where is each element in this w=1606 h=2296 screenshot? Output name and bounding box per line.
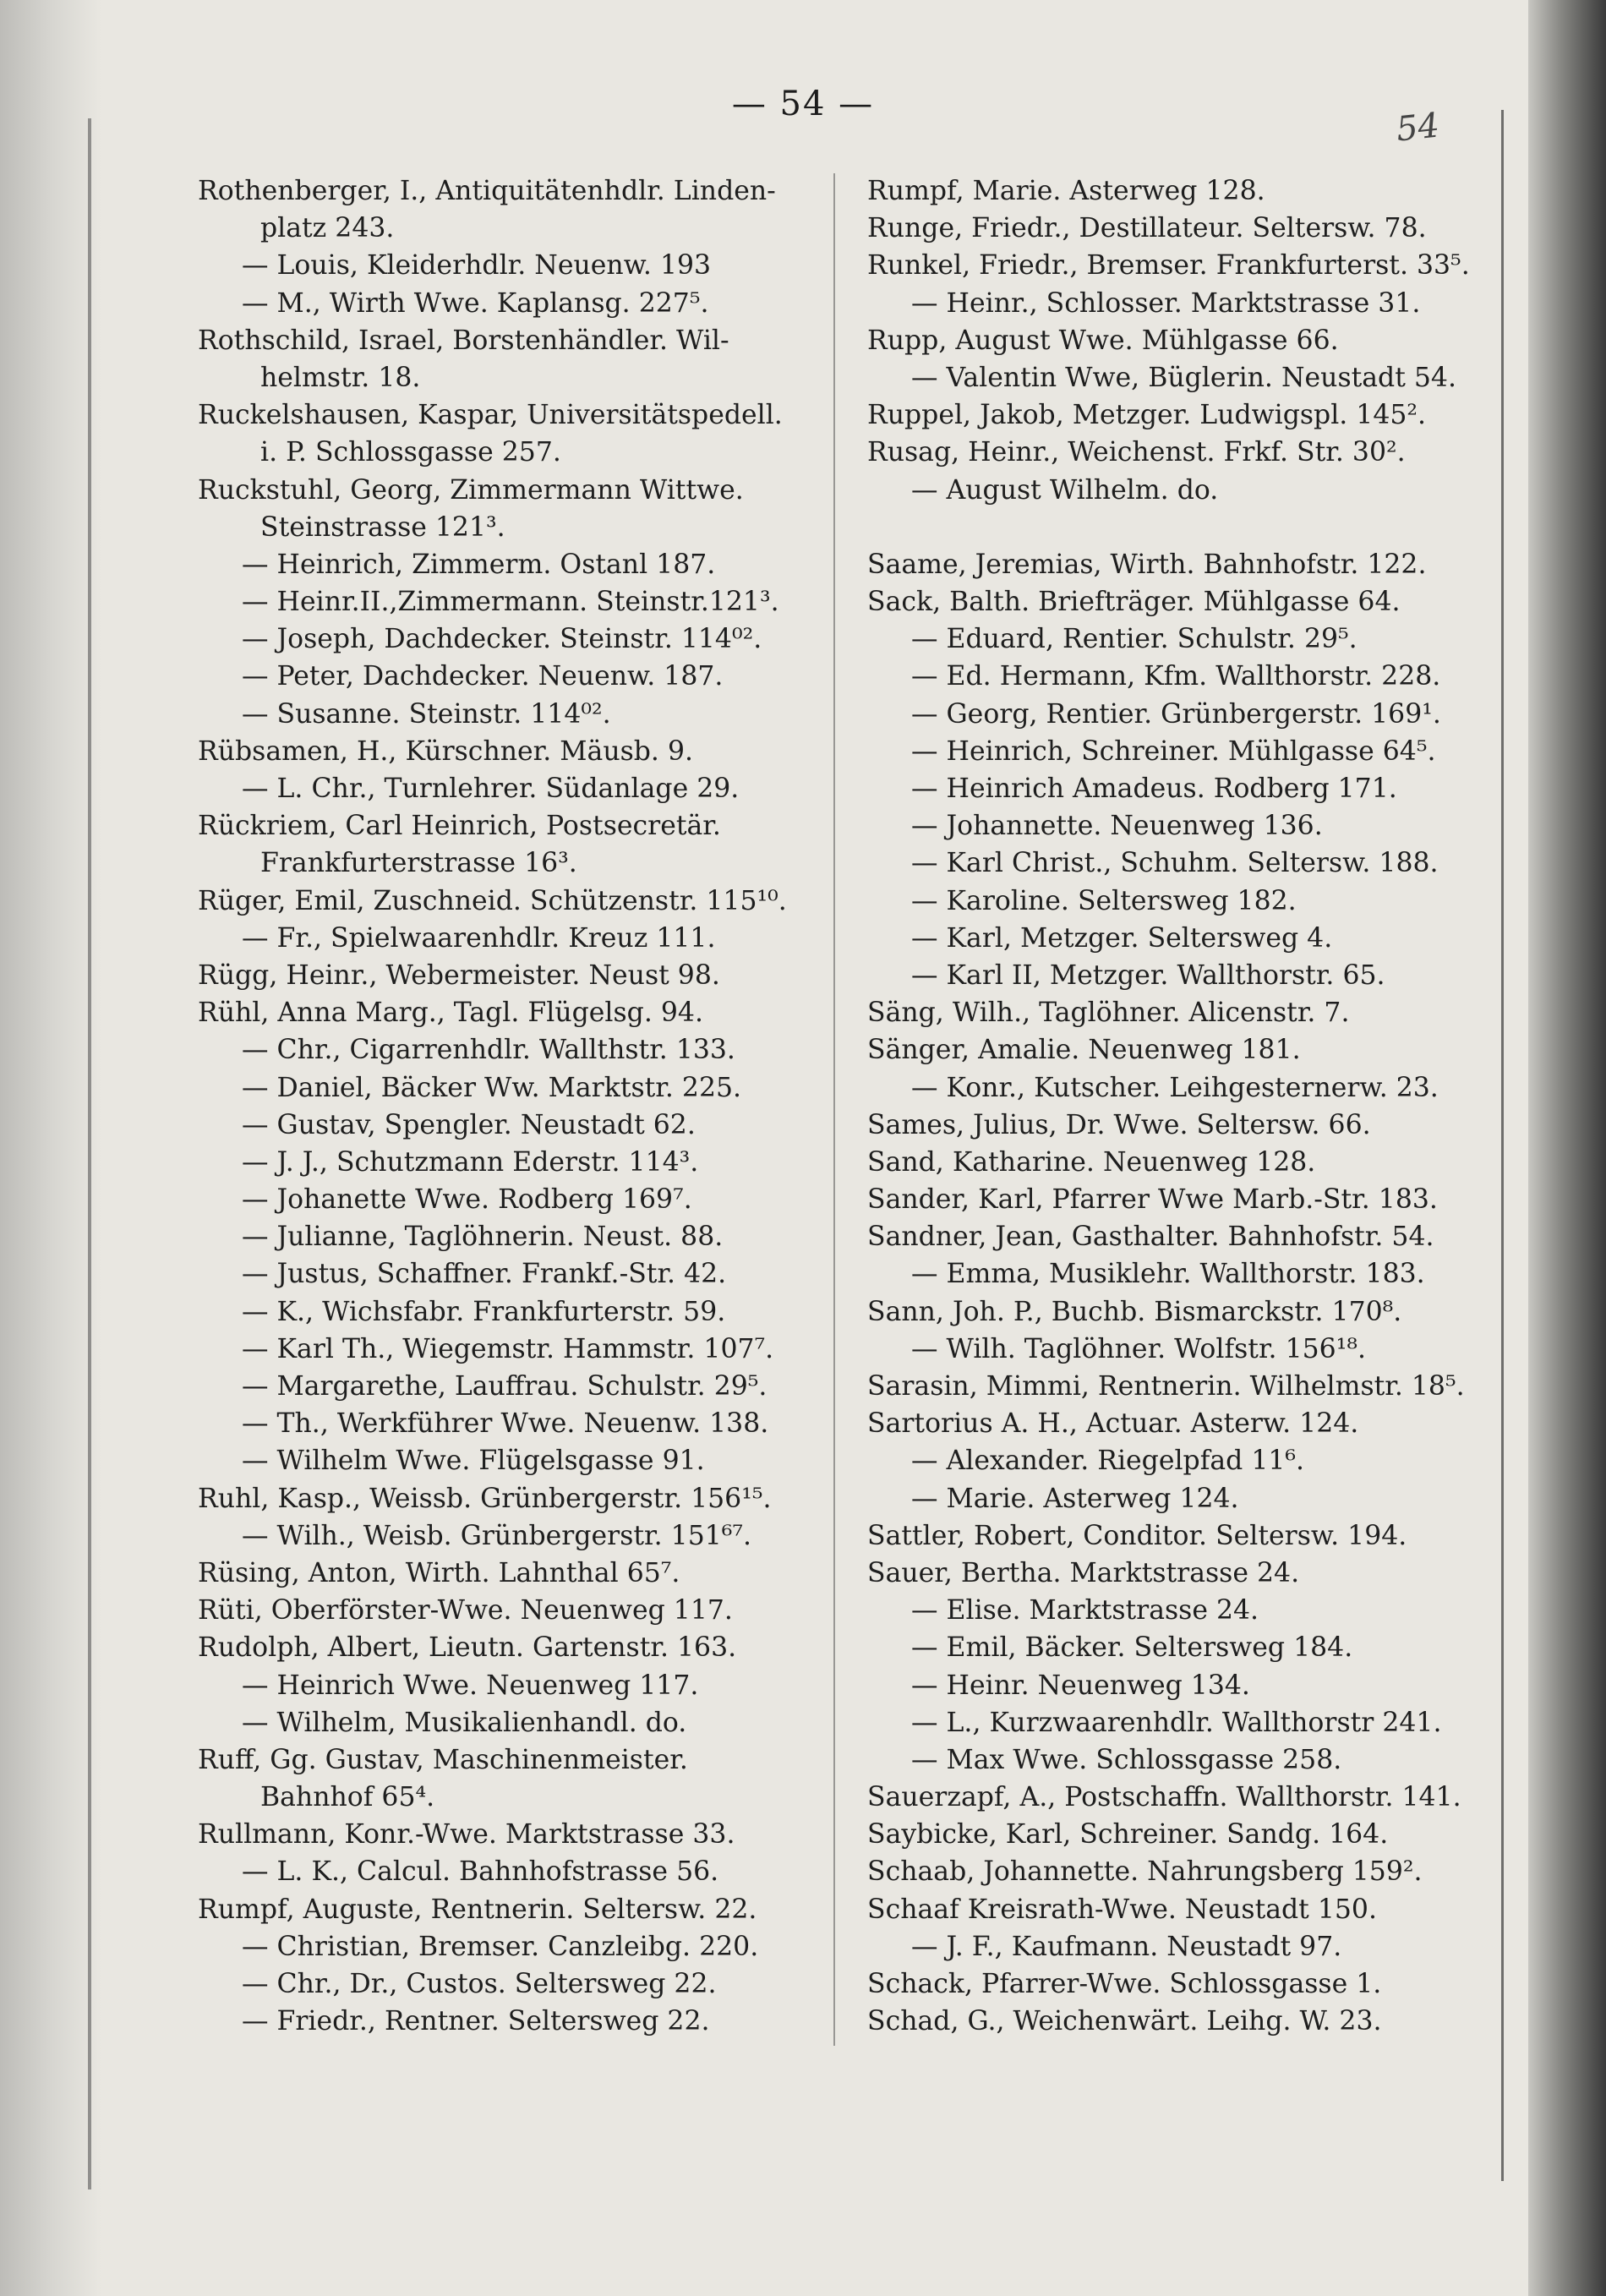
directory-entry: Sames, Julius, Dr. Wwe. Seltersw. 66. [867, 1109, 1371, 1140]
directory-entry: Schad, G., Weichenwärt. Leihg. W. 23. [867, 2006, 1382, 2037]
directory-entry: — Max Wwe. Schlossgasse 258. [911, 1744, 1342, 1775]
directory-entry: — J. J., Schutzmann Ederstr. 114³. [242, 1146, 699, 1178]
directory-entry: — Konr., Kutscher. Leihgesternerw. 23. [911, 1072, 1439, 1103]
directory-entry: — Daniel, Bäcker Ww. Marktstr. 225. [242, 1072, 742, 1103]
directory-entry: Sack, Balth. Briefträger. Mühlgasse 64. [867, 587, 1401, 618]
directory-entry: — Gustav, Spengler. Neustadt 62. [242, 1109, 696, 1140]
left-margin-rule [88, 118, 91, 2189]
directory-entry: — Heinrich, Schreiner. Mühlgasse 64⁵. [911, 735, 1436, 767]
directory-entry: — Heinr., Schlosser. Marktstrasse 31. [911, 287, 1421, 319]
directory-entry: Sann, Joh. P., Buchb. Bismarckstr. 170⁸. [867, 1296, 1402, 1327]
directory-entry: — Karoline. Seltersweg 182. [911, 885, 1297, 916]
directory-entry: Sauerzapf, A., Postschaffn. Wallthorstr. 141. [867, 1782, 1461, 1813]
directory-entry: Rückriem, Carl Heinrich, Postsecretär. [198, 811, 721, 842]
section-gap [867, 509, 1491, 546]
directory-entry: helmstr. 18. [260, 362, 421, 393]
directory-entry: — Emma, Musiklehr. Wallthorstr. 183. [911, 1259, 1425, 1290]
directory-entry: — Karl, Metzger. Seltersweg 4. [911, 922, 1333, 954]
directory-entry: Rupp, August Wwe. Mühlgasse 66. [867, 325, 1339, 356]
directory-entry: — Peter, Dachdecker. Neuenw. 187. [242, 661, 724, 692]
directory-entry: Rüsing, Anton, Wirth. Lahnthal 65⁷. [198, 1557, 680, 1588]
directory-entry: — Louis, Kleiderhdlr. Neuenw. 193 [242, 250, 712, 282]
directory-entry: Runkel, Friedr., Bremser. Frankfurterst. 33⁵. [867, 250, 1470, 282]
directory-entry: Rübsamen, H., Kürschner. Mäusb. 9. [198, 735, 694, 767]
page-edge [1528, 0, 1606, 2296]
directory-entry: Rügg, Heinr., Webermeister. Neust 98. [198, 959, 720, 991]
directory-entry: — Heinrich, Zimmerm. Ostanl 187. [242, 549, 716, 580]
directory-entry: — Elise. Marktstrasse 24. [911, 1595, 1259, 1626]
directory-entry: — Heinrich Amadeus. Rodberg 171. [911, 774, 1397, 804]
directory-entry: Rüti, Oberförster-Wwe. Neuenweg 117. [198, 1595, 733, 1626]
directory-entry: — K., Wichsfabr. Frankfurterstr. 59. [242, 1296, 726, 1327]
book-gutter [0, 0, 101, 2296]
right-column [867, 172, 1491, 2040]
directory-entry: Rullmann, Konr.-Wwe. Marktstrasse 33. [198, 1819, 735, 1850]
directory-entry: Sauer, Bertha. Marktstrasse 24. [867, 1557, 1300, 1588]
directory-entry: Schaaf Kreisrath-Wwe. Neustadt 150. [867, 1894, 1377, 1925]
directory-entry: — Karl II, Metzger. Wallthorstr. 65. [911, 959, 1385, 991]
directory-entry: Rothschild, Israel, Borstenhändler. Wil- [198, 325, 729, 356]
directory-entry: — Georg, Rentier. Grünbergerstr. 169¹. [911, 698, 1441, 730]
directory-entry: — Julianne, Taglöhnerin. Neust. 88. [242, 1222, 724, 1253]
directory-entry: — L., Kurzwaarenhdlr. Wallthorstr 241. [911, 1707, 1442, 1738]
directory-entry: platz 243. [260, 213, 395, 244]
directory-entry: — J. F., Kaufmann. Neustadt 97. [911, 1931, 1342, 1962]
directory-entry: Bahnhof 65⁴. [260, 1782, 435, 1813]
directory-entry: Sänger, Amalie. Neuenweg 181. [867, 1035, 1301, 1066]
directory-entry: Säng, Wilh., Taglöhner. Alicenstr. 7. [867, 998, 1350, 1029]
directory-entry: Sandner, Jean, Gasthalter. Bahnhofstr. 54. [867, 1222, 1434, 1253]
directory-entry: — Fr., Spielwaarenhdlr. Kreuz 111. [242, 922, 716, 954]
directory-entry: Sand, Katharine. Neuenweg 128. [867, 1146, 1316, 1178]
directory-entry: — Heinr. Neuenweg 134. [911, 1670, 1250, 1701]
directory-entry: Saybicke, Karl, Schreiner. Sandg. 164. [867, 1819, 1389, 1850]
directory-entry: Runge, Friedr., Destillateur. Seltersw. 78. [867, 213, 1427, 244]
directory-entry: — Chr., Dr., Custos. Seltersweg 22. [242, 1969, 717, 1999]
directory-entry: — Susanne. Steinstr. 114⁰². [242, 698, 611, 730]
directory-entry: — Wilhelm Wwe. Flügelsgasse 91. [242, 1446, 705, 1477]
directory-entry: — Emil, Bäcker. Seltersweg 184. [911, 1632, 1353, 1664]
directory-entry: Ruff, Gg. Gustav, Maschinenmeister. [198, 1744, 688, 1775]
page-number: — 54 — [731, 85, 875, 123]
directory-entry: Ruckelshausen, Kaspar, Universitätspedell. [198, 400, 783, 431]
directory-entry: — L. K., Calcul. Bahnhofstrasse 56. [242, 1856, 719, 1888]
directory-entry: — Johannette. Neuenweg 136. [911, 811, 1323, 842]
directory-entry: Rüger, Emil, Zuschneid. Schützenstr. 115¹⁰. [198, 885, 787, 916]
directory-entry: Saame, Jeremias, Wirth. Bahnhofstr. 122. [867, 549, 1427, 580]
directory-entry: Rudolph, Albert, Lieutn. Gartenstr. 163. [198, 1632, 737, 1664]
directory-entry: — M., Wirth Wwe. Kaplansg. 227⁵. [242, 287, 709, 319]
directory-entry: Rumpf, Marie. Asterweg 128. [867, 176, 1265, 206]
directory-entry: Sartorius A. H., Actuar. Asterw. 124. [867, 1408, 1359, 1440]
directory-entry: Schaab, Johannette. Nahrungsberg 159². [867, 1856, 1423, 1888]
directory-entry: Rühl, Anna Marg., Tagl. Flügelsg. 94. [198, 998, 703, 1029]
directory-entry: Sander, Karl, Pfarrer Wwe Marb.-Str. 183. [867, 1184, 1438, 1216]
directory-entry: Rumpf, Auguste, Rentnerin. Seltersw. 22. [198, 1894, 757, 1925]
directory-entry: Steinstrasse 121³. [260, 511, 505, 543]
directory-entry: — Ed. Hermann, Kfm. Wallthorstr. 228. [911, 661, 1441, 692]
directory-entry: — Wilh., Weisb. Grünbergerstr. 151⁶⁷. [242, 1520, 752, 1551]
directory-entry: — Valentin Wwe, Büglerin. Neustadt 54. [911, 362, 1456, 393]
directory-entry: — Karl Christ., Schuhm. Seltersw. 188. [911, 848, 1439, 879]
directory-entry: — Johanette Wwe. Rodberg 169⁷. [242, 1184, 692, 1216]
directory-entry: — August Wilhelm. do. [911, 474, 1219, 506]
pencil-page-note: 54 [1394, 106, 1442, 150]
directory-entry: — Justus, Schaffner. Frankf.-Str. 42. [242, 1259, 727, 1290]
directory-entry: Ruhl, Kasp., Weissb. Grünbergerstr. 156¹⁵. [198, 1483, 772, 1514]
directory-entry: Sattler, Robert, Conditor. Seltersw. 194. [867, 1520, 1407, 1551]
directory-entry: Rothenberger, I., Antiquitätenhdlr. Linden- [198, 176, 776, 206]
directory-entry: — L. Chr., Turnlehrer. Südanlage 29. [242, 774, 740, 804]
right-margin-rule [1501, 110, 1504, 2181]
directory-entry: — Christian, Bremser. Canzleibg. 220. [242, 1931, 759, 1962]
directory-entry: — Heinrich Wwe. Neuenweg 117. [242, 1670, 699, 1701]
left-column [198, 172, 820, 2040]
directory-entry: — Heinr.II.,Zimmermann. Steinstr.121³. [242, 587, 779, 618]
directory-entry: Rusag, Heinr., Weichenst. Frkf. Str. 30². [867, 437, 1406, 468]
directory-entry: i. P. Schlossgasse 257. [260, 437, 561, 468]
directory-entry: Frankfurterstrasse 16³. [260, 848, 577, 879]
column-divider [833, 173, 835, 2046]
directory-entry: — Th., Werkführer Wwe. Neuenw. 138. [242, 1408, 769, 1440]
directory-entry: Ruckstuhl, Georg, Zimmermann Wittwe. [198, 474, 744, 506]
directory-entry: Sarasin, Mimmi, Rentnerin. Wilhelmstr. 18⁵. [867, 1371, 1465, 1402]
directory-entry: Ruppel, Jakob, Metzger. Ludwigspl. 145². [867, 400, 1427, 431]
directory-entry: — Eduard, Rentier. Schulstr. 29⁵. [911, 624, 1357, 655]
directory-entry: — Wilh. Taglöhner. Wolfstr. 156¹⁸. [911, 1333, 1366, 1364]
directory-entry: Schack, Pfarrer-Wwe. Schlossgasse 1. [867, 1969, 1382, 1999]
directory-entry: — Margarethe, Lauffrau. Schulstr. 29⁵. [242, 1371, 767, 1402]
directory-entry: — Karl Th., Wiegemstr. Hammstr. 107⁷. [242, 1333, 774, 1364]
directory-entry: — Chr., Cigarrenhdlr. Wallthstr. 133. [242, 1035, 735, 1066]
directory-entry: — Joseph, Dachdecker. Steinstr. 114⁰². [242, 624, 762, 655]
directory-entry: — Alexander. Riegelpfad 11⁶. [911, 1446, 1305, 1477]
directory-entry: — Marie. Asterweg 124. [911, 1483, 1239, 1514]
directory-entry: — Friedr., Rentner. Seltersweg 22. [242, 2006, 710, 2037]
directory-entry: — Wilhelm, Musikalienhandl. do. [242, 1707, 687, 1738]
